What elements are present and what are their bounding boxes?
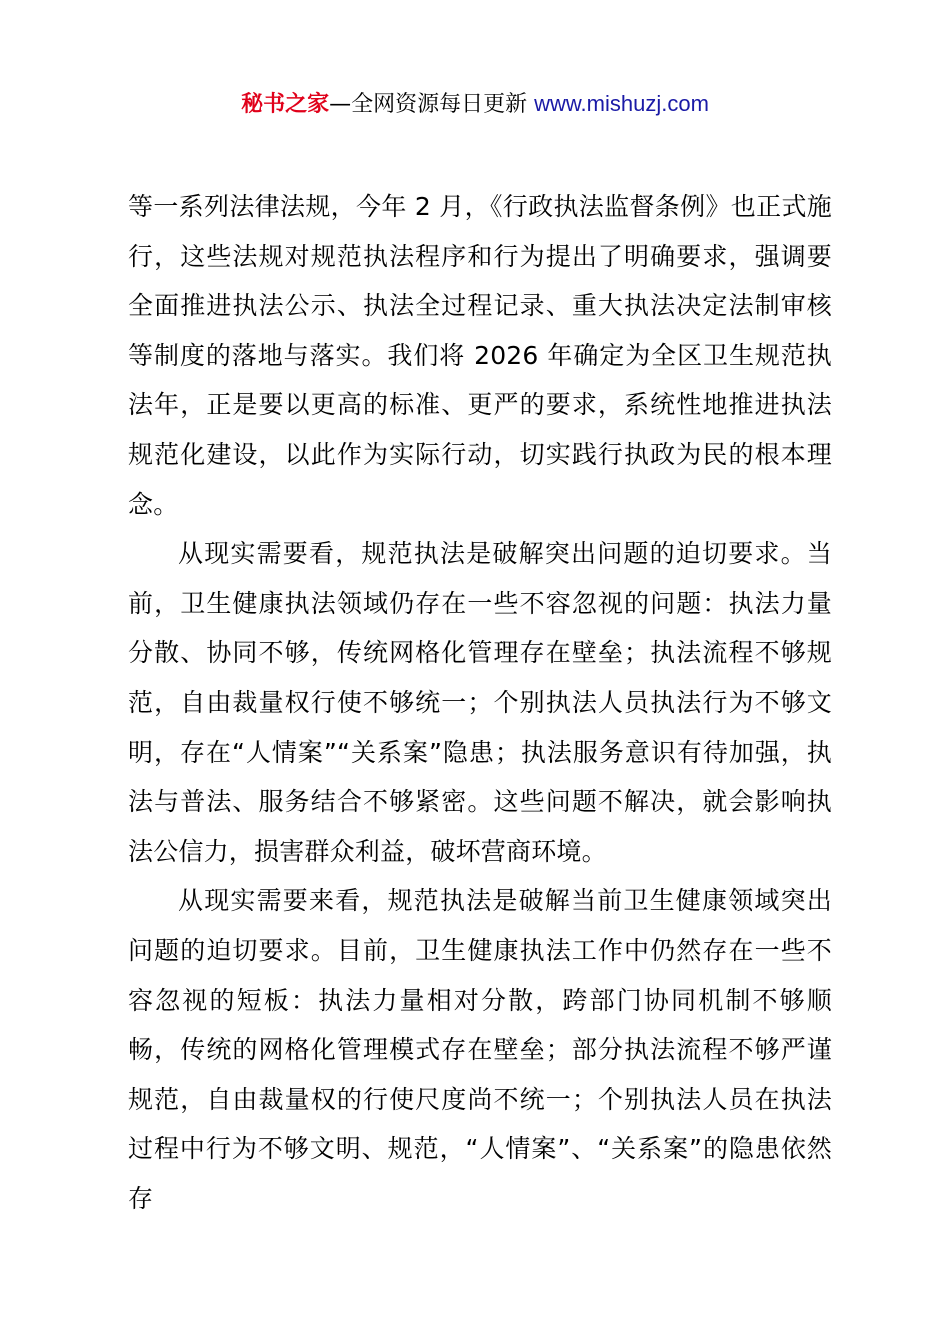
header-url-link[interactable]: www.mishuzj.com: [534, 91, 709, 116]
page-header: [0, 86, 950, 123]
header-tagline: —全网资源每日更新: [329, 92, 535, 117]
paragraph-2: 从现实需要看，规范执法是破解突出问题的迫切要求。当前，卫生健康执法领域仍存在一些不容忽视的问题：执法力量分散、协同不够，传统网格化管理存在壁垒；执法流程不够规范，自由裁量权行使不够统一；个别执法人员执法行为不够文明，存在“人情案”“关系案”隐患；执法服务意识有待加强，执法与普法、服务结合不够紧密。这些问题不解决，就会影响执法公信力，损害群众利益，破坏营商环境。: [128, 539, 832, 866]
paragraph-1: 等一系列法律法规，今年 2 月，《行政执法监督条例》也正式施行，这些法规对规范执法程序和行为提出了明确要求，强调要全面推进执法公示、执法全过程记录、重大执法决定法制审核等制度的落地与落实。我们将 2026 年确定为全区卫生规范执法年，正是要以更高的标准、更严的要求，系统性地推进执法规范化建设，以此作为实际行动，切实践行执政为民的根本理念。: [128, 192, 832, 519]
header-brand: 秘书之家: [241, 92, 330, 117]
paragraph-3: 从现实需要来看，规范执法是破解当前卫生健康领域突出问题的迫切要求。目前，卫生健康执法工作中仍然存在一些不容忽视的短板：执法力量相对分散，跨部门协同机制不够顺畅，传统的网格化管理模式存在壁垒；部分执法流程不够严谨规范，自由裁量权的行使尺度尚不统一；个别执法人员在执法过程中行为不够文明、规范，“人情案”、“关系案”的隐患依然存: [128, 886, 832, 1213]
document-body: [128, 182, 832, 1223]
